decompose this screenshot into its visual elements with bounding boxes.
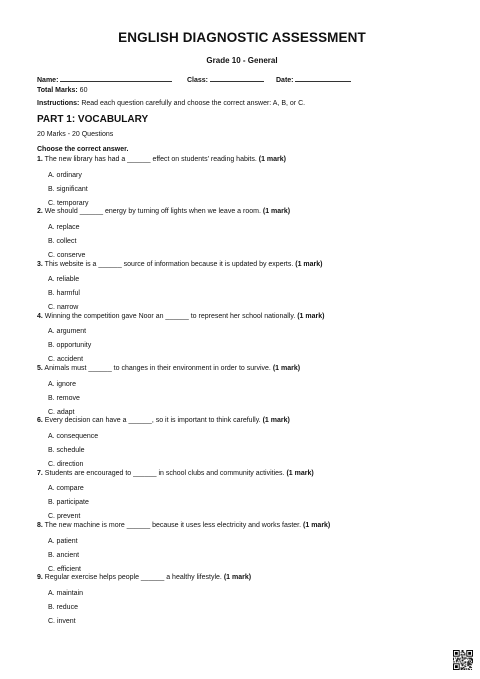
question-number: 1. (37, 156, 43, 163)
answer-option[interactable]: C. conserve (48, 251, 86, 259)
answer-option[interactable]: B. reduce (48, 603, 78, 611)
question-stem (37, 313, 324, 320)
question-mark: (1 mark) (295, 260, 323, 268)
answer-option[interactable]: B. remove (48, 394, 80, 402)
answer-option[interactable]: C. narrow (48, 304, 79, 312)
answer-option[interactable]: A. patient (48, 537, 78, 545)
question-stem (37, 522, 330, 529)
name-label: Name: (37, 77, 59, 84)
date-blank[interactable] (295, 73, 351, 82)
question-item (37, 156, 447, 208)
qr-code-icon (453, 650, 473, 670)
answer-option[interactable]: A. ordinary (48, 171, 82, 179)
question-text: Every decision can have a ______, so it is important to think carefully. (44, 417, 261, 425)
question-number: 3. (37, 260, 43, 268)
question-text: This website is a ______ source of information because it is updated by experts. (44, 260, 294, 268)
question-stem (37, 261, 323, 268)
answer-option[interactable]: B. opportunity (48, 342, 92, 350)
part1-prompt: Choose the correct answer. (37, 146, 129, 153)
question-number: 6. (37, 417, 43, 425)
question-mark: (1 mark) (262, 208, 291, 216)
student-info-line (37, 73, 447, 85)
answer-option[interactable]: A. replace (48, 223, 80, 231)
answer-option[interactable]: C. prevent (48, 513, 81, 521)
class-label: Class: (187, 77, 209, 84)
question-stem (37, 365, 300, 372)
instructions-label: Instructions: (37, 100, 80, 107)
question-number: 2. (37, 208, 43, 216)
question-item (37, 208, 447, 260)
question-text: Regular exercise helps people ______ a healthy lifestyle. (44, 574, 222, 582)
answer-option[interactable]: C. accident (48, 356, 84, 364)
question-item (37, 313, 447, 365)
question-mark: (1 mark) (272, 365, 301, 373)
instructions-text: Read each question carefully and choose the correct answer: A, B, or C. (81, 100, 306, 107)
part1-subtitle: 20 Marks - 20 Questions (37, 131, 114, 138)
question-stem (37, 470, 314, 477)
question-text: Winning the competition gave Noor an ______ to represent her school nationally. (44, 312, 296, 320)
question-text: The new library has had a ______ effect on students' reading habits. (44, 156, 257, 163)
total-marks-label: Total Marks: (37, 87, 78, 94)
page-title: ENGLISH DIAGNOSTIC ASSESSMENT (118, 30, 366, 45)
class-blank[interactable] (210, 73, 264, 82)
question-number: 5. (37, 365, 43, 373)
answer-option[interactable]: A. compare (48, 485, 84, 493)
answer-option[interactable]: A. maintain (48, 589, 84, 597)
question-mark: (1 mark) (303, 522, 331, 530)
question-item (37, 417, 447, 469)
question-mark: (1 mark) (258, 156, 286, 163)
answer-option[interactable]: B. collect (48, 237, 77, 245)
name-blank[interactable] (60, 73, 172, 82)
question-mark: (1 mark) (223, 574, 252, 582)
question-number: 9. (37, 574, 43, 582)
question-item (37, 365, 447, 417)
answer-option[interactable]: A. argument (48, 328, 87, 336)
question-item (37, 470, 447, 522)
question-item (37, 261, 447, 313)
answer-option[interactable]: A. reliable (48, 276, 80, 284)
part1-title: PART 1: VOCABULARY (37, 114, 149, 125)
answer-option[interactable]: A. consequence (48, 432, 99, 440)
answer-option[interactable]: C. invent (48, 617, 76, 625)
question-item (37, 522, 447, 574)
question-stem (37, 156, 286, 163)
answer-option[interactable]: B. ancient (48, 551, 80, 559)
question-text: The new machine is more ______ because it uses less electricity and works faster. (44, 522, 302, 530)
question-mark: (1 mark) (297, 312, 325, 320)
total-marks (37, 87, 87, 94)
question-item (37, 574, 447, 626)
question-mark: (1 mark) (286, 469, 314, 477)
question-number: 4. (37, 312, 43, 320)
answer-option[interactable]: B. schedule (48, 446, 85, 454)
answer-option[interactable]: C. direction (48, 460, 84, 468)
question-stem (37, 417, 290, 424)
question-number: 8. (37, 522, 43, 530)
answer-option[interactable]: C. efficient (48, 565, 81, 573)
question-list (37, 156, 447, 627)
total-marks-value: 60 (79, 87, 88, 94)
answer-option[interactable]: A. ignore (48, 380, 77, 388)
instructions (37, 100, 305, 107)
question-text: We should ______ energy by turning off lights when we leave a room. (44, 208, 261, 216)
question-stem (37, 208, 290, 215)
answer-option[interactable]: B. harmful (48, 290, 80, 298)
answer-option[interactable]: C. temporary (48, 199, 89, 207)
answer-option[interactable]: B. significant (48, 185, 88, 193)
date-label: Date: (276, 77, 294, 84)
answer-option[interactable]: C. adapt (48, 408, 75, 416)
answer-option[interactable]: B. participate (48, 499, 89, 507)
question-number: 7. (37, 469, 43, 477)
grade-subtitle: Grade 10 - General (206, 56, 278, 65)
question-text: Animals must ______ to changes in their environment in order to survive. (44, 365, 271, 373)
question-stem (37, 574, 251, 581)
question-mark: (1 mark) (262, 417, 290, 425)
question-text: Students are encouraged to ______ in school clubs and community activities. (44, 469, 285, 477)
